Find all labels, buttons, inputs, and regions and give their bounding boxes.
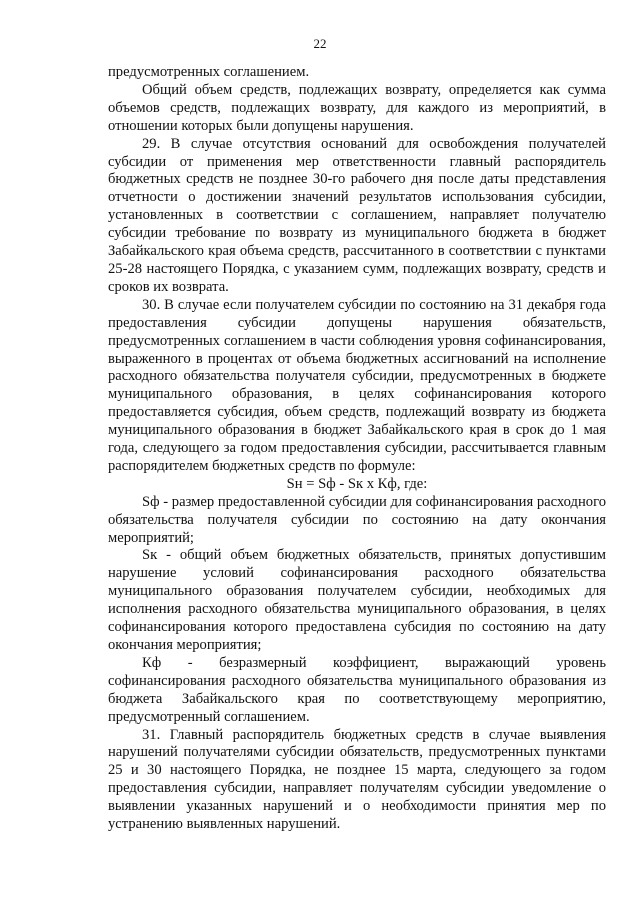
page-number: 22 bbox=[313, 36, 327, 51]
formula: Sн = Sф - Sк x Кф, где: bbox=[286, 475, 428, 492]
paragraph-29: 29. В случае отсутствия оснований для освобождения получателей субсидии от применения мер ответственности главный распорядитель бюджетных средств не позднее 30-го рабочего дня после даты представления отчетности о достижении значений результатов использования субсидии, установленных в соответствии с соглашением, направляет получателю субсидии требование по возврату из муниципального бюджета в бюджет Забайкальского края объема средств, рассчитанного в соответствии с пунктами 25-28 настоящего Порядка, с указанием сумм, подлежащих возврату, средств и сроков их возврата. bbox=[108, 135, 606, 295]
definition-kf: Кф - безразмерный коэффициент, выражающий уровень софинансирования расходного обязательства муниципального образования из бюджета Забайкальского края по соответствующему мероприятию, предусмотренный соглашением. bbox=[108, 654, 606, 725]
paragraph-30: 30. В случае если получателем субсидии по состоянию на 31 декабря года предоставления субсидии допущены нарушения обязательств, предусмотренных соглашением в части соблюдения уровня софинансирования, выраженного в процентах от объема бюджетных ассигнований на исполнение расходного обязательства получателя субсидии, предусмотренных в бюджете муниципального образования, в целях софинансирования которого предоставляется субсидия, объем средств, подлежащий возврату из бюджета муниципального образования в бюджет Забайкальского края в срок до 1 мая года, следующего за годом предоставления субсидии, рассчитывается главным распорядителем бюджетных средств по формуле: bbox=[108, 296, 606, 474]
paragraph-31: 31. Главный распорядитель бюджетных средств в случае выявления нарушений получателями субсидии обязательств, предусмотренных пунктами 25 и 30 настоящего Порядка, не позднее 15 марта, следующего за годом предоставления субсидии, направляет получателям субсидии уведомление о выявлении указанных нарушений и о необходимости принятия мер по устранению выявленных нарушений. bbox=[108, 726, 606, 833]
definition-sk: Sк - общий объем бюджетных обязательств, принятых допустившим нарушение условий софинансирования расходного обязательства муниципального образования получателем субсидии, необходимых для исполнения расходного обязательства муниципального образования, в целях софинансирования которого предоставлена субсидия по состоянию на дату окончания мероприятия; bbox=[108, 547, 606, 653]
paragraph-total-volume: Общий объем средств, подлежащих возврату, определяется как сумма объемов средств, подлежащих возврату, для каждого из мероприятий, в отношении которых были допущены нарушения. bbox=[108, 81, 606, 134]
paragraph-continuation: предусмотренных соглашением. bbox=[108, 64, 310, 80]
definition-sf: Sф - размер предоставленной субсидии для софинансирования расходного обязательства получателя субсидии по состоянию на дату окончания мероприятий; bbox=[108, 493, 606, 546]
document-body bbox=[108, 64, 606, 834]
